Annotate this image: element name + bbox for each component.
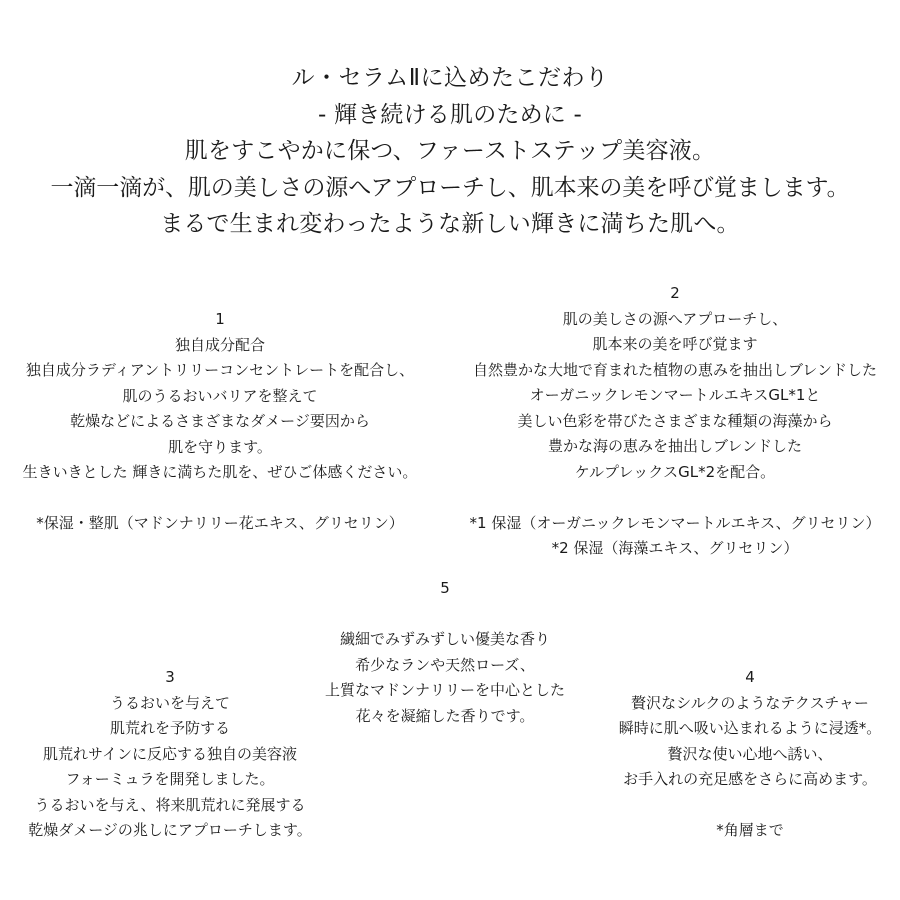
spacer [0,486,440,512]
section-heading: 肌荒れを予防する [109,719,230,737]
section-heading: 繊細でみずみずしい優美な香り [339,630,550,648]
section-heading: 肌の美しさの源へアプローチし、 [562,309,788,328]
section-line: 肌のうるおいバリアを整えて [122,386,318,405]
section-line: オーガニックレモンマートルエキスGL*1と [529,386,821,404]
section-line: 贅沢な使い心地へ誘い、 [667,744,833,763]
section-line: 花々を凝縮した香りです。 [355,706,535,725]
intro-line-2: 一滴一滴が、肌の美しさの源へアプローチし、肌本来の美を呼び覚まします。 [50,174,850,201]
section-line: 生きいきとした 輝きに満ちた肌を、ぜひご体感ください。 [22,463,418,481]
section-line: フォーミュラを開発しました。 [65,770,275,788]
section-line: 美しい色彩を帯びたさまざまな種類の海藻から [517,411,833,430]
spacer [600,793,900,819]
section-line: 肌を守ります。 [168,437,272,456]
section-3 [0,665,340,844]
page-subtitle: - 輝き続ける肌のために - [317,101,583,128]
section-2 [450,281,900,562]
section-line: 自然豊かな大地で育まれた植物の恵みを抽出しブレンドした [472,360,878,379]
section-heading: 肌本来の美を呼び覚ます [592,335,758,353]
spacer [220,602,670,628]
section-line: 上質なマドンナリリーを中心とした [324,681,565,699]
section-line: 瞬時に肌へ吸い込まれるように浸透*。 [618,719,882,737]
section-heading: うるおいを与えて [109,693,230,712]
section-line: 豊かな海の恵みを抽出しブレンドした [547,437,803,455]
section-heading: 贅沢なシルクのようなテクスチャー [631,693,869,712]
section-number: 2 [670,284,680,302]
section-footnote: *2 保湿（海藻エキス、グリセリン） [551,539,799,557]
section-footnote: *角層まで [716,821,784,839]
section-line: 希少なランや天然ローズ、 [355,655,535,674]
section-line: ケルプレックスGL*2を配合。 [574,462,776,481]
section-4 [600,665,900,844]
spacer [450,485,900,511]
section-heading: 独自成分配合 [174,335,265,354]
section-line: うるおいを与え、将来肌荒れに発展する [34,795,306,814]
section-line: お手入れの充足感をさらに高めます。 [623,770,877,788]
section-number: 5 [440,579,450,597]
section-number: 4 [745,668,755,686]
section-1 [0,307,440,537]
section-line: 乾燥ダメージの兆しにアプローチします。 [28,821,312,839]
section-number: 3 [165,668,175,686]
page-title: ル・セラムⅡに込めたこだわり [291,65,609,91]
section-footnote: *1 保湿（オーガニックレモンマートルエキス、グリセリン） [469,513,881,532]
section-line: 肌荒れサインに反応する独自の美容液 [43,744,297,763]
section-line: 独自成分ラディアントリリーコンセントレートを配合し、 [25,361,415,379]
intro-line-1: 肌をすこやかに保つ、ファーストステップ美容液。 [184,138,716,164]
intro-line-3: まるで生まれ変わったような新しい輝きに満ちた肌へ。 [160,211,740,237]
section-footnote: *保湿・整肌（マドンナリリー花エキス、グリセリン） [36,514,404,532]
section-number: 1 [215,310,225,328]
header [0,60,900,243]
section-line: 乾燥などによるさまざまなダメージ要因から [70,412,370,430]
